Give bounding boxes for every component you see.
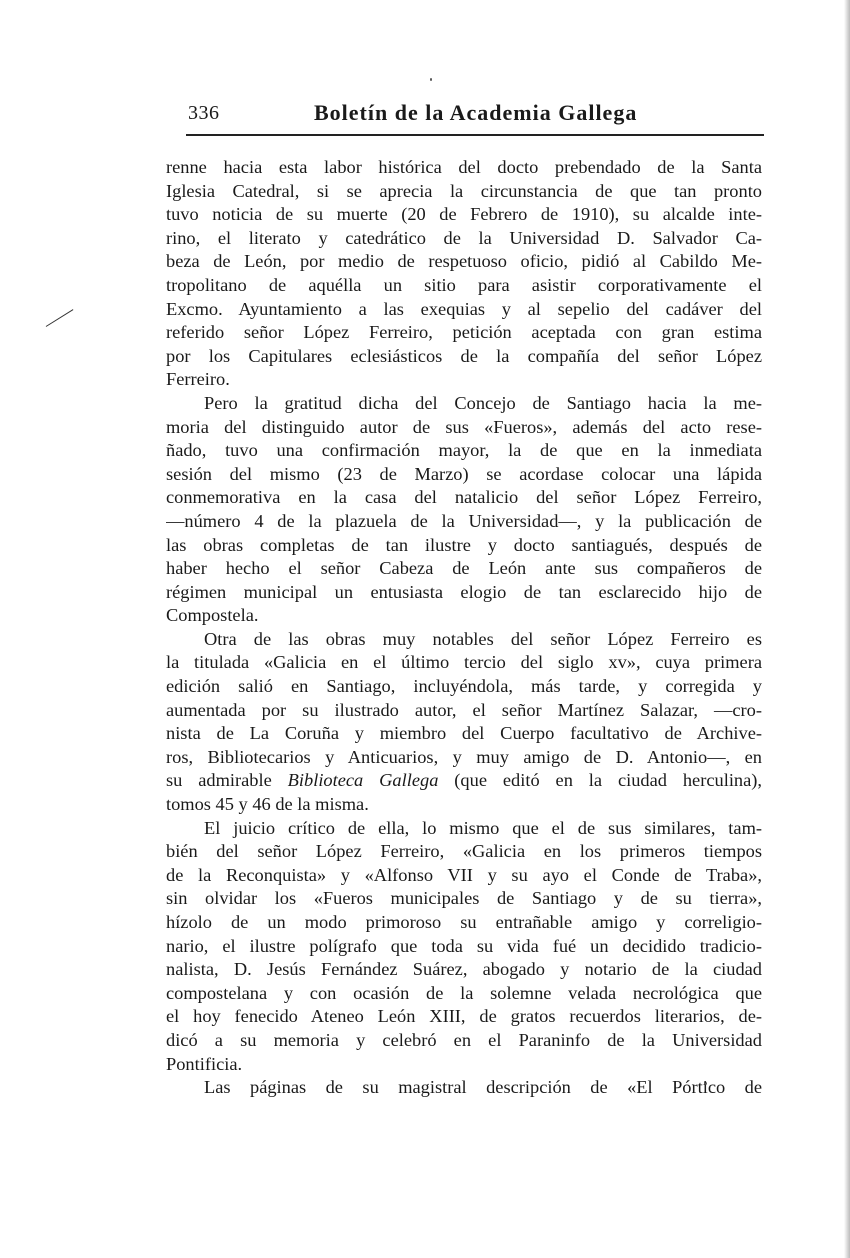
text-line: tropolitano de aquélla un sitio para asistir corporativamente el (166, 274, 762, 295)
text-line: su admirable Biblioteca Gallega (que editó en la ciudad herculina), (166, 770, 762, 791)
text-line: Compostela. (166, 605, 259, 626)
text-line: sin olvidar los «Fueros municipales de Santiago y de su tierra», (166, 888, 762, 909)
paragraph-start: Las páginas de su magistral descripción de «El Pórtico de (204, 1077, 762, 1098)
text-line: Pontificia. (166, 1053, 243, 1074)
text-line: de la Reconquista» y «Alfonso VII y su ayo el Conde de Traba», (166, 864, 762, 885)
text-line: bién del señor López Ferreiro, «Galicia en los primeros tiempos (166, 841, 762, 862)
scan-edge (844, 0, 850, 1258)
text-line: nista de La Coruña y miembro del Cuerpo facultativo de Archive- (166, 723, 762, 744)
text-line: rino, el literato y catedrático de la Universidad D. Salvador Ca- (166, 227, 762, 248)
book-title: Biblioteca Gallega (287, 770, 439, 791)
text-line: haber hecho el señor Cabeza de León ante sus compañeros de (166, 558, 762, 579)
running-title: Boletín de la Academia Gallega (314, 100, 638, 125)
text-line: referido señor López Ferreiro, petición aceptada con gran estima (166, 322, 762, 343)
page-header (186, 98, 764, 132)
text-line: tuvo noticia de su muerte (20 de Febrero de 1910), su alcalde inte- (166, 204, 762, 225)
paragraph-start: Pero la gratitud dicha del Concejo de Santiago hacia la me- (204, 392, 762, 413)
body-text (166, 156, 762, 1100)
text-line: Ferreiro. (166, 369, 230, 390)
text-line: edición salió en Santiago, incluyéndola, más tarde, y corregida y (166, 676, 762, 697)
text-line: dicó a su memoria y celebró en el Paraninfo de la Universidad (166, 1029, 762, 1050)
scan-speck (430, 78, 432, 81)
text-line: compostelana y con ocasión de la solemne velada necrológica que (166, 982, 762, 1003)
text-line: aumentada por su ilustrado autor, el señor Martínez Salazar, —cro- (166, 699, 762, 720)
text-line: ñado, tuvo una confirmación mayor, la de que en la inmediata (166, 440, 762, 461)
text-line: Excmo. Ayuntamiento a las exequias y al sepelio del cadáver del (166, 298, 762, 319)
text-line: beza de León, por medio de respetuoso oficio, pidió al Cabildo Me- (166, 251, 762, 272)
text-line: conmemorativa en la casa del natalicio del señor López Ferreiro, (166, 487, 762, 508)
margin-pencil-mark (46, 309, 74, 327)
text-line: ros, Bibliotecarios y Anticuarios, y muy amigo de D. Antonio—, en (166, 746, 762, 767)
text-line: las obras completas de tan ilustre y docto santiagués, después de (166, 534, 762, 555)
text-line: la titulada «Galicia en el último tercio del siglo xv», cuya primera (166, 652, 762, 673)
paragraph-start: El juicio crítico de ella, lo mismo que el de sus similares, tam- (204, 817, 762, 838)
text-line: moria del distinguido autor de sus «Fueros», además del acto rese- (166, 416, 762, 437)
paragraph-start: Otra de las obras muy notables del señor López Ferreiro es (204, 628, 762, 649)
page-number: 336 (188, 102, 220, 124)
text-line: —número 4 de la plazuela de la Universidad—, y la publicación de (166, 510, 762, 531)
text-line: sesión del mismo (23 de Marzo) se acordase colocar una lápida (166, 463, 762, 484)
text-line: tomos 45 y 46 de la misma. (166, 794, 369, 815)
text-line: el hoy fenecido Ateneo León XIII, de gratos recuerdos literarios, de- (166, 1006, 762, 1027)
text-line: nalista, D. Jesús Fernández Suárez, abogado y notario de la ciudad (166, 959, 762, 980)
text-line: nario, el ilustre polígrafo que toda su vida fué un decidido tradicio- (166, 935, 762, 956)
text-line: renne hacia esta labor histórica del docto prebendado de la Santa (166, 157, 762, 177)
text-line: régimen municipal un entusiasta elogio de tan esclarecido hijo de (166, 581, 762, 602)
text-line: Iglesia Catedral, si se aprecia la circunstancia de que tan pronto (166, 180, 762, 201)
text-line: hízolo de un modo primoroso su entrañable amigo y correligio- (166, 912, 762, 932)
text-line: por los Capitulares eclesiásticos de la compañía del señor López (166, 345, 762, 366)
header-rule (186, 134, 764, 136)
